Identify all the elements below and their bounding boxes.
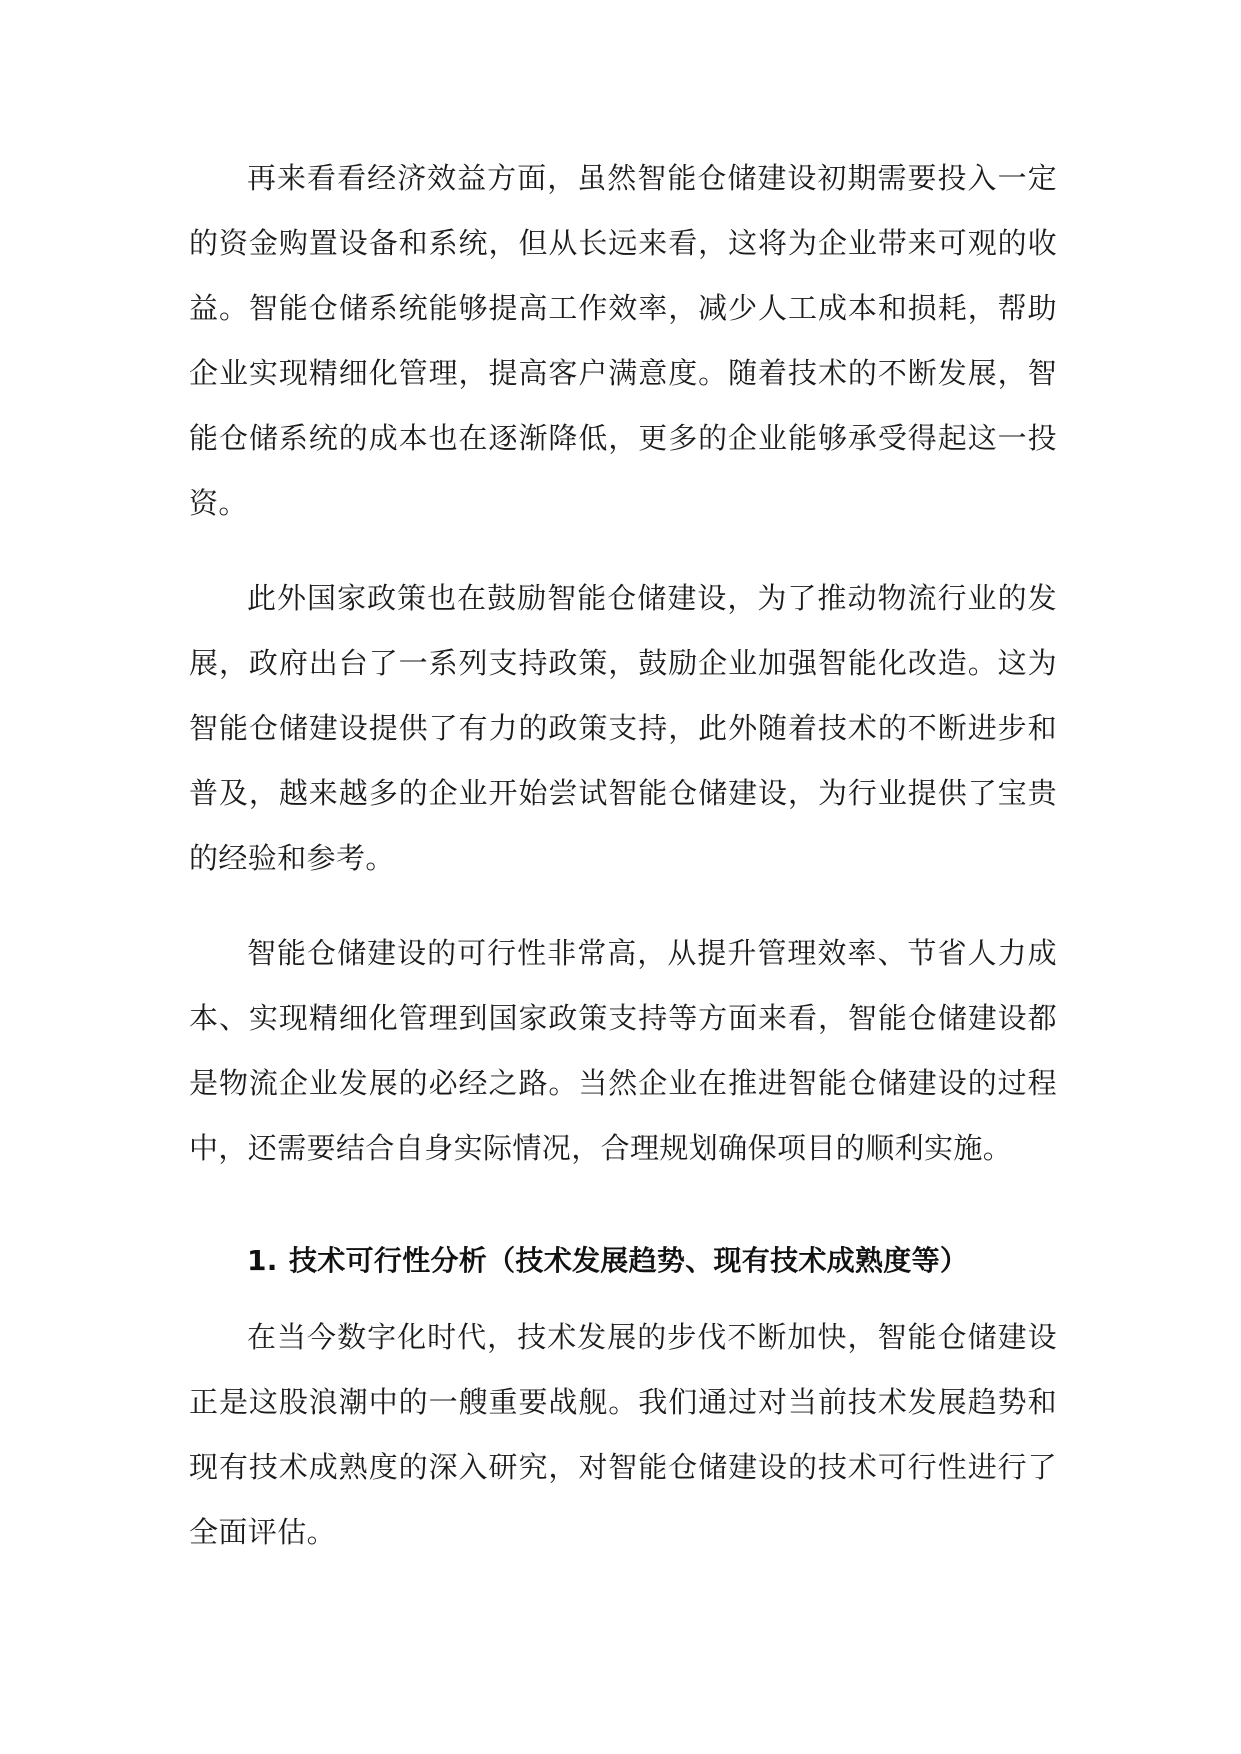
- paragraph-economic-benefits: 再来看看经济效益方面，虽然智能仓储建设初期需要投入一定的资金购置设备和系统，但从长远来看，这将为企业带来可观的收益。智能仓储系统能够提高工作效率，减少人工成本和损耗，帮助企业实现精细化管理，提高客户满意度。随着技术的不断发展，智能仓储系统的成本也在逐渐降低，更多的企业能够承受得起这一投资。: [189, 161, 1057, 520]
- section-heading: [189, 1231, 1057, 1291]
- document-body: [189, 146, 1057, 1595]
- section-heading-text: 技术可行性分析（技术发展趋势、现有技术成熟度等）: [289, 1244, 969, 1277]
- paragraph-technical-feasibility: 在当今数字化时代，技术发展的步伐不断加快，智能仓储建设正是这股浪潮中的一艘重要战舰。我们通过对当前技术发展趋势和现有技术成熟度的深入研究，对智能仓储建设的技术可行性进行了全面评估。: [189, 1320, 1057, 1549]
- paragraph-national-policy: 此外国家政策也在鼓励智能仓储建设，为了推动物流行业的发展，政府出台了一系列支持政策，鼓励企业加强智能化改造。这为智能仓储建设提供了有力的政策支持，此外随着技术的不断进步和普及，越来越多的企业开始尝试智能仓储建设，为行业提供了宝贵的经验和参考。: [189, 581, 1057, 875]
- section-heading-number: 1.: [247, 1244, 278, 1277]
- paragraph-feasibility-summary: 智能仓储建设的可行性非常高，从提升管理效率、节省人力成本、实现精细化管理到国家政策支持等方面来看，智能仓储建设都是物流企业发展的必经之路。当然企业在推进智能仓储建设的过程中，还需要结合自身实际情况，合理规划确保项目的顺利实施。: [189, 936, 1057, 1165]
